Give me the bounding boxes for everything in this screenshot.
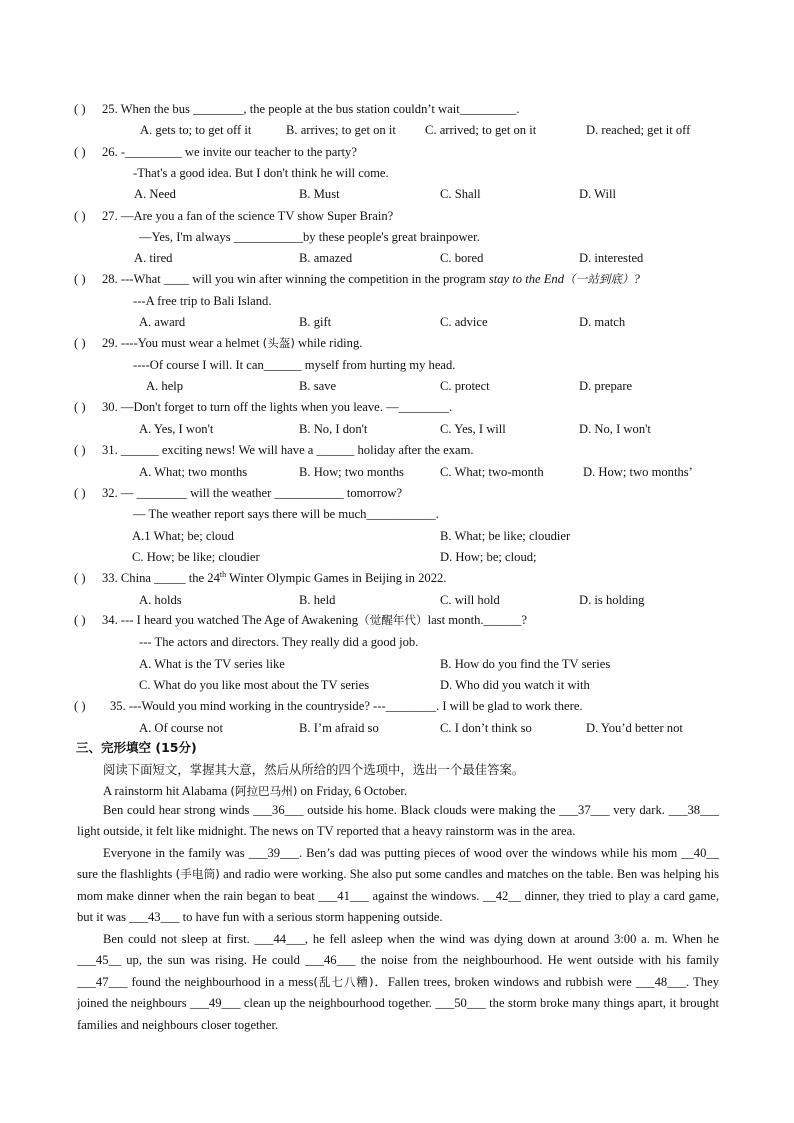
answer-blank[interactable]: ( ) xyxy=(74,272,86,286)
passage-paragraph-1: Ben could hear strong winds ___36___ outside his home. Black clouds were making the ___37___ very dark. ___38___ light outside, it felt like midnight. The news on TV reported that a heavy rainstorm was in the area. xyxy=(77,803,719,839)
question-stem: 30. —Don't forget to turn off the lights when you leave. —________. xyxy=(102,400,453,414)
option-c: C. will hold xyxy=(440,593,500,607)
question-stem: 32. — ________ will the weather ___________ tomorrow? xyxy=(102,486,403,500)
option-c: C. What; two-month xyxy=(440,465,544,479)
question-reply: --- The actors and directors. They really did a good job. xyxy=(139,635,419,649)
answer-blank[interactable]: ( ) xyxy=(74,145,86,159)
option-d: D. is holding xyxy=(579,593,645,607)
answer-blank[interactable]: ( ) xyxy=(74,699,86,713)
option-c: C. I don’t think so xyxy=(440,721,532,735)
option-c: C. What do you like most about the TV series xyxy=(139,678,370,692)
option-d: D. Who did you watch it with xyxy=(440,678,590,692)
section-title: 三、完形填空 (15分) xyxy=(76,740,197,755)
option-c: C. advice xyxy=(440,315,488,329)
option-b: B. What; be like; cloudier xyxy=(440,529,571,543)
option-d: D. match xyxy=(579,315,626,329)
option-a: A. gets to; to get off it xyxy=(140,123,252,137)
option-c: C. protect xyxy=(440,379,490,393)
question-stem: 33. China _____ the 24th Winter Olympic Games in Beijing in 2022. xyxy=(102,569,447,585)
option-b: B. I’m afraid so xyxy=(299,721,379,735)
option-c: C. Shall xyxy=(440,187,481,201)
option-a: A. holds xyxy=(139,593,182,607)
option-b: B. No, I don't xyxy=(299,422,368,436)
option-a: A. Yes, I won't xyxy=(139,422,214,436)
question-reply: -That's a good idea. But I don't think he will come. xyxy=(133,166,389,180)
option-b: B. arrives; to get on it xyxy=(286,123,396,137)
option-d: D. You’d better not xyxy=(586,721,683,735)
option-b: B. gift xyxy=(299,315,332,329)
option-a: A.1 What; be; cloud xyxy=(132,529,234,543)
question-stem: 31. ______ exciting news! We will have a ______ holiday after the exam. xyxy=(102,443,474,457)
question-reply: —Yes, I'm always ___________by these people's great brainpower. xyxy=(139,230,480,244)
question-stem: 28. ---What ____ will you win after winning the competition in the program stay to the End（一站到底）? xyxy=(102,272,640,286)
option-d: D. Will xyxy=(579,187,617,201)
option-a: A. award xyxy=(139,315,186,329)
option-d: D. No, I won't xyxy=(579,422,651,436)
section-instruction: 阅读下面短文，掌握其大意，然后从所给的四个选项中，选出一个最佳答案。 xyxy=(103,762,525,777)
answer-blank[interactable]: ( ) xyxy=(74,443,86,457)
answer-blank[interactable]: ( ) xyxy=(74,400,86,414)
answer-blank[interactable]: ( ) xyxy=(74,336,86,350)
option-a: A. help xyxy=(146,379,184,393)
answer-blank[interactable]: ( ) xyxy=(74,613,86,627)
option-c: C. arrived; to get on it xyxy=(425,123,537,137)
option-c: C. bored xyxy=(440,251,484,265)
answer-blank[interactable]: ( ) xyxy=(74,571,86,585)
question-stem: 29. ----You must wear a helmet (头盔) while riding. xyxy=(102,336,363,350)
answer-blank[interactable]: ( ) xyxy=(74,486,86,500)
question-stem: 35. ---Would you mind working in the countryside? ---________. I will be glad to work there. xyxy=(110,699,583,713)
question-stem: 34. --- I heard you watched The Age of Awakening（觉醒年代）last month.______? xyxy=(102,613,527,627)
option-c: C. Yes, I will xyxy=(440,422,506,436)
answer-blank[interactable]: ( ) xyxy=(74,102,86,116)
option-a: A. What is the TV series like xyxy=(139,657,285,671)
option-a: A. tired xyxy=(134,251,173,265)
question-reply: ----Of course I will. It can______ myself from hurting my head. xyxy=(133,358,456,372)
passage-subtitle: A rainstorm hit Alabama (阿拉巴马州) on Friday, 6 October. xyxy=(103,784,408,798)
option-a: A. What; two months xyxy=(139,465,248,479)
question-stem: 26. -_________ we invite our teacher to the party? xyxy=(102,145,357,159)
question-reply: ---A free trip to Bali Island. xyxy=(133,294,272,308)
option-d: D. How; two months’ xyxy=(583,465,693,479)
option-d: D. interested xyxy=(579,251,644,265)
passage-paragraph-3: Ben could not sleep at first. ___44___, he fell asleep when the wind was dying down at around 3:00 a. m. When he ___45__ up, the sun was rising. He could ___46___ the noise from the neighbourhood. He went outside with his family ___47___ found the neighbourhood in a mess(乱七八糟)．Fallen trees, broken windows and rubbish were ___48___. They joined the neighbours ___49___ clean up the neighbourhood together. ___50___ the storm broke many things apart, it brought families and neighbours closer together. xyxy=(77,932,719,1032)
option-d: D. prepare xyxy=(579,379,633,393)
option-b: B. How do you find the TV series xyxy=(440,657,611,671)
option-b: B. held xyxy=(299,593,336,607)
option-d: D. reached; get it off xyxy=(586,123,691,137)
passage-paragraph-2: Everyone in the family was ___39___. Ben’s dad was putting pieces of wood over the windows while his mom __40__ sure the flashlights (手电筒) and radio were working. She also put some candles and matches on the table. Ben was helping his mom make dinner when the rain began to beat ___41___ against the windows. __42__ dinner, they tried to play a card game, but it was ___43___ to have fun with a serious storm happening outside. xyxy=(77,846,719,925)
option-b: B. save xyxy=(299,379,337,393)
option-b: B. How; two months xyxy=(299,465,404,479)
option-c: C. How; be like; cloudier xyxy=(132,550,260,564)
question-reply: — The weather report says there will be much___________. xyxy=(133,507,439,521)
option-b: B. amazed xyxy=(299,251,353,265)
option-b: B. Must xyxy=(299,187,340,201)
answer-blank[interactable]: ( ) xyxy=(74,209,86,223)
option-a: A. Need xyxy=(134,187,176,201)
option-a: A. Of course not xyxy=(139,721,223,735)
option-d: D. How; be; cloud; xyxy=(440,550,537,564)
question-stem: 25. When the bus ________, the people at the bus station couldn’t wait_________. xyxy=(102,102,520,116)
question-stem: 27. —Are you a fan of the science TV show Super Brain? xyxy=(102,209,394,223)
